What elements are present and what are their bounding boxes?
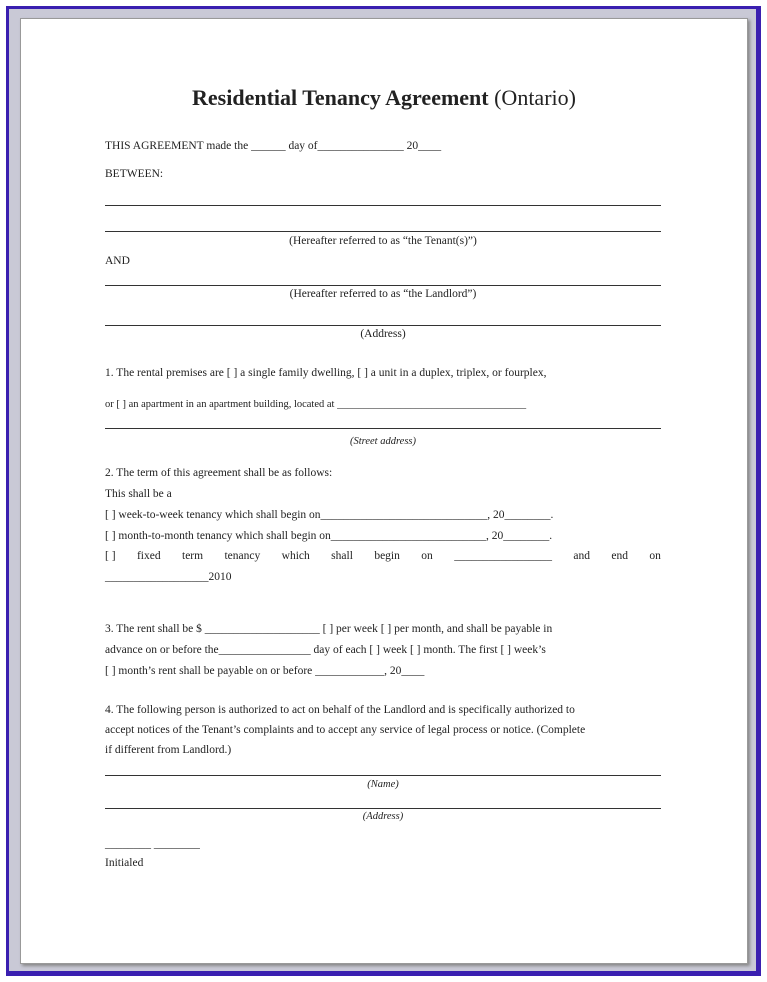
landlord-caption: (Hereafter referred to as “the Landlord”) — [289, 288, 477, 300]
term-option-fixed — [105, 549, 661, 563]
fixed-word: term — [182, 550, 204, 562]
name-caption: (Name) — [367, 779, 399, 790]
address2-caption: (Address) — [362, 811, 404, 822]
fixed-word: _________________ — [454, 550, 552, 562]
fixed-word: end — [611, 550, 628, 562]
landlord-line — [105, 285, 661, 286]
section-4-line-2: accept notices of the Tenant’s complaints and to accept any service of legal process or notice. (Complete — [105, 724, 586, 736]
tenant-caption: (Hereafter referred to as “the Tenant(s)”) — [289, 235, 477, 247]
initial-blanks: ________ ________ — [105, 838, 200, 850]
section-2-line-2: This shall be a — [105, 488, 172, 500]
term-fixed-end: __________________2010 — [105, 571, 232, 583]
address-line — [105, 325, 661, 326]
fixed-word: which — [281, 550, 310, 562]
section-1-line-2: or [ ] an apartment in an apartment building, located at ____________________________________ — [105, 399, 527, 410]
street-line — [105, 428, 661, 429]
fixed-word: shall — [331, 550, 353, 562]
fixed-word: fixed — [136, 550, 161, 562]
section-2-line-1: 2. The term of this agreement shall be as follows: — [105, 467, 333, 479]
document-title — [21, 85, 747, 111]
address-caption: (Address) — [360, 328, 406, 340]
fixed-word: on — [421, 550, 433, 562]
title-bold: Residential Tenancy Agreement — [192, 85, 489, 110]
section-3-line-1: 3. The rent shall be $ ____________________ [ ] per week [ ] per month, and shall be payable in — [105, 623, 553, 635]
section-4-line-1: 4. The following person is authorized to act on behalf of the Landlord and is specifically authorized to — [105, 704, 575, 716]
fixed-word: begin — [374, 550, 400, 562]
fixed-word: [ ] — [105, 550, 116, 562]
intro-line: THIS AGREEMENT made the ______ day of_______________ 20____ — [105, 140, 442, 152]
tenant-line-1 — [105, 205, 661, 206]
tenant-line-2 — [105, 231, 661, 232]
section-3-line-2: advance on or before the________________ day of each [ ] week [ ] month. The first [ ] week’s — [105, 644, 546, 656]
fixed-word: tenancy — [224, 550, 261, 562]
fixed-word: on — [649, 550, 661, 562]
document-page — [20, 18, 748, 964]
term-option-week: [ ] week-to-week tenancy which shall begin on_____________________________, 20________. — [105, 509, 554, 521]
name-line — [105, 775, 661, 776]
between-label: BETWEEN: — [105, 168, 164, 180]
initialed-label: Initialed — [105, 857, 144, 869]
section-3-line-3: [ ] month’s rent shall be payable on or before ____________, 20____ — [105, 665, 425, 677]
street-caption: (Street address) — [350, 436, 416, 447]
and-label: AND — [105, 255, 130, 267]
term-option-month: [ ] month-to-month tenancy which shall begin on___________________________, 20________. — [105, 530, 553, 542]
fixed-word: and — [573, 550, 590, 562]
section-4-line-3: if different from Landlord.) — [105, 744, 232, 756]
address2-line — [105, 808, 661, 809]
title-plain: (Ontario) — [494, 85, 576, 110]
section-1-line-1: 1. The rental premises are [ ] a single family dwelling, [ ] a unit in a duplex, triplex, or fourplex, — [105, 367, 547, 379]
